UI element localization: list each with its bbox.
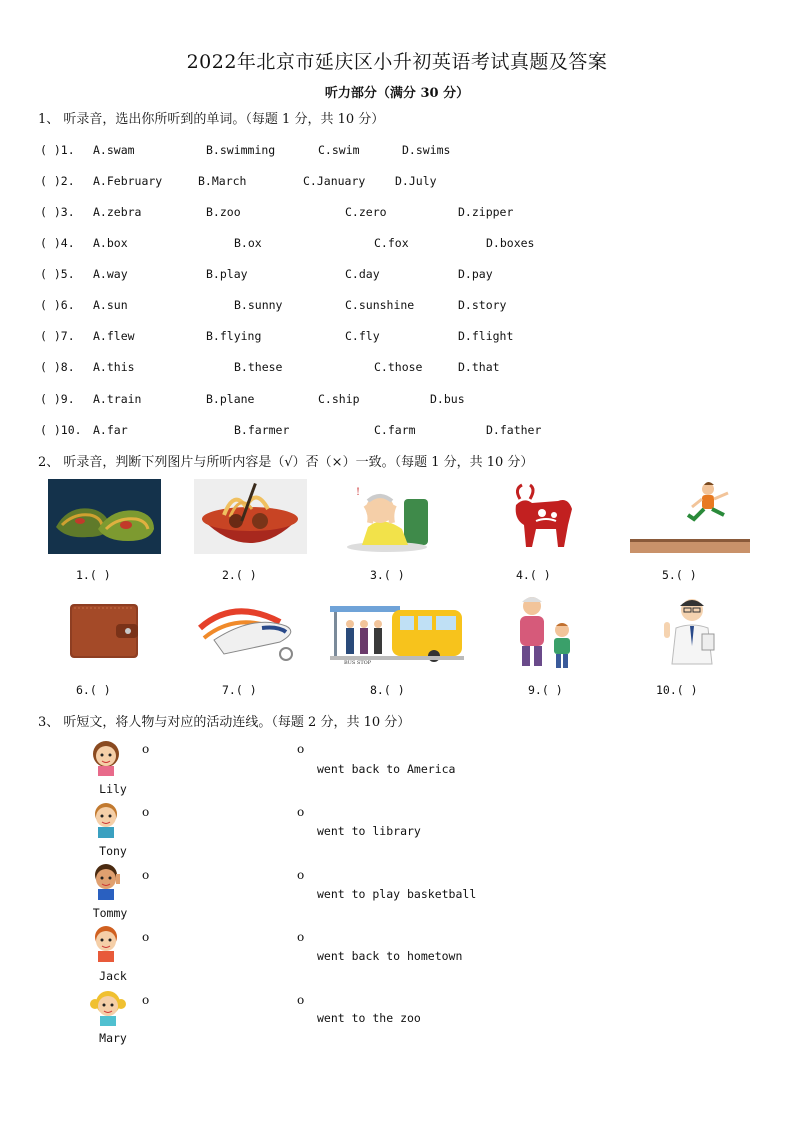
doctor-icon (660, 594, 720, 670)
question-row (0, 205, 794, 223)
answer-option: A.swam (93, 143, 135, 157)
question-number[interactable]: ( )3. (40, 205, 75, 219)
bus-stop-icon (330, 600, 464, 666)
picture-6-answer: 6.( ) (76, 683, 111, 697)
listening-subtitle: 听力部分（满分 30 分） (324, 86, 470, 101)
page-title: 2022年北京市延庆区小升初英语考试真题及答案 (186, 51, 608, 73)
question-row (0, 298, 794, 316)
answer-option: B.ox (234, 236, 262, 250)
activity-label: went to play basketball (317, 887, 477, 901)
question-row (0, 329, 794, 347)
noodle-bowl-icon (194, 479, 307, 554)
answer-option: B.flying (206, 329, 262, 343)
person-name: Tommy (92, 906, 128, 920)
answer-option: D.flight (458, 329, 514, 343)
answer-option: D.story (458, 298, 507, 312)
right-match-dot[interactable]: o (297, 993, 305, 1007)
question-row (0, 360, 794, 378)
answer-option: B.these (234, 360, 283, 374)
question-row (0, 143, 794, 161)
section2-heading: 2、 听录音，判断下列图片与所听内容是（√）否（×）一致。（每题 1 分，共 10 分） (38, 455, 534, 470)
question-number[interactable]: ( )2. (40, 174, 75, 188)
question-row (0, 392, 794, 410)
tony-avatar-icon (88, 798, 124, 842)
question-number[interactable]: ( )9. (40, 392, 75, 406)
activity-label: went to library (317, 824, 421, 838)
answer-option: D.July (395, 174, 437, 188)
question-number[interactable]: ( )7. (40, 329, 75, 343)
answer-option: B.swimming (206, 143, 276, 157)
answer-option: A.train (93, 392, 142, 406)
long-jump-boy-icon (628, 479, 752, 554)
section3-heading: 3、 听短文，将人物与对应的活动连线。（每题 2 分，共 10 分） (38, 715, 411, 730)
question-number[interactable]: ( )5. (40, 267, 75, 281)
picture-4-answer: 4.( ) (516, 568, 551, 582)
question-number[interactable]: ( )8. (40, 360, 75, 374)
right-match-dot[interactable]: o (297, 742, 305, 756)
answer-option: C.ship (318, 392, 360, 406)
answer-option: A.this (93, 360, 135, 374)
activity-label: went back to hometown (317, 949, 463, 963)
answer-option: D.that (458, 360, 500, 374)
answer-option: C.sunshine (345, 298, 415, 312)
answer-option: A.way (93, 267, 128, 281)
answer-option: A.far (93, 423, 128, 437)
mary-avatar-icon (88, 986, 128, 1030)
picture-9-answer: 9.( ) (528, 683, 563, 697)
left-match-dot[interactable]: o (142, 742, 150, 756)
answer-option: A.February (93, 174, 163, 188)
svg-text:!: ! (356, 487, 361, 498)
answer-option: C.farm (374, 423, 416, 437)
answer-option: C.fly (345, 329, 380, 343)
answer-option: B.plane (206, 392, 255, 406)
svg-text:BUS STOP: BUS STOP (344, 660, 372, 666)
picture-5-answer: 5.( ) (662, 568, 697, 582)
answer-option: B.sunny (234, 298, 283, 312)
left-match-dot[interactable]: o (142, 930, 150, 944)
answer-option: A.flew (93, 329, 135, 343)
answer-option: C.day (345, 267, 380, 281)
question-number[interactable]: ( )4. (40, 236, 75, 250)
right-match-dot[interactable]: o (297, 805, 305, 819)
picture-2-answer: 2.( ) (222, 568, 257, 582)
answer-option: C.swim (318, 143, 360, 157)
answer-option: A.sun (93, 298, 128, 312)
section1-heading: 1、 听录音，选出你所听到的单词。（每题 1 分，共 10 分） (38, 112, 385, 127)
left-match-dot[interactable]: o (142, 805, 150, 819)
answer-option: D.bus (430, 392, 465, 406)
answer-option: A.box (93, 236, 128, 250)
answer-option: D.boxes (486, 236, 535, 250)
answer-option: C.fox (374, 236, 409, 250)
answer-option: A.zebra (93, 205, 142, 219)
high-speed-train-icon (194, 592, 307, 668)
answer-option: C.those (374, 360, 423, 374)
tommy-avatar-icon (88, 860, 124, 904)
answer-option: D.swims (402, 143, 451, 157)
grandma-and-boy-icon (506, 592, 581, 672)
answer-option: C.January (303, 174, 366, 188)
activity-label: went back to America (317, 762, 456, 776)
activity-label: went to the zoo (317, 1011, 421, 1025)
question-row (0, 174, 794, 192)
tired-old-man-icon (342, 479, 455, 554)
person-name: Mary (99, 1031, 127, 1045)
answer-option: B.play (206, 267, 248, 281)
ox-papercut-icon (506, 479, 581, 554)
question-row (0, 267, 794, 285)
left-match-dot[interactable]: o (142, 993, 150, 1007)
answer-option: D.zipper (458, 205, 514, 219)
picture-8-answer: 8.( ) (370, 683, 405, 697)
person-name: Jack (99, 969, 127, 983)
question-row (0, 423, 794, 441)
picture-7-answer: 7.( ) (222, 683, 257, 697)
answer-option: C.zero (345, 205, 387, 219)
answer-option: B.March (198, 174, 247, 188)
question-number[interactable]: ( )1. (40, 143, 75, 157)
question-row (0, 236, 794, 254)
picture-3-answer: 3.( ) (370, 568, 405, 582)
picture-10-answer: 10.( ) (656, 683, 698, 697)
left-match-dot[interactable]: o (142, 868, 150, 882)
answer-option: D.father (486, 423, 542, 437)
answer-option: D.pay (458, 267, 493, 281)
question-number[interactable]: ( )6. (40, 298, 75, 312)
question-number[interactable]: ( )10. (40, 423, 82, 437)
answer-option: B.farmer (234, 423, 290, 437)
wallet-icon (66, 598, 142, 664)
person-name: Lily (99, 782, 127, 796)
jack-avatar-icon (88, 922, 124, 966)
right-match-dot[interactable]: o (297, 868, 305, 882)
embroidered-shoes-icon (48, 479, 161, 554)
right-match-dot[interactable]: o (297, 930, 305, 944)
person-name: Tony (99, 844, 127, 858)
picture-1-answer: 1.( ) (76, 568, 111, 582)
lily-avatar-icon (88, 736, 124, 780)
answer-option: B.zoo (206, 205, 241, 219)
